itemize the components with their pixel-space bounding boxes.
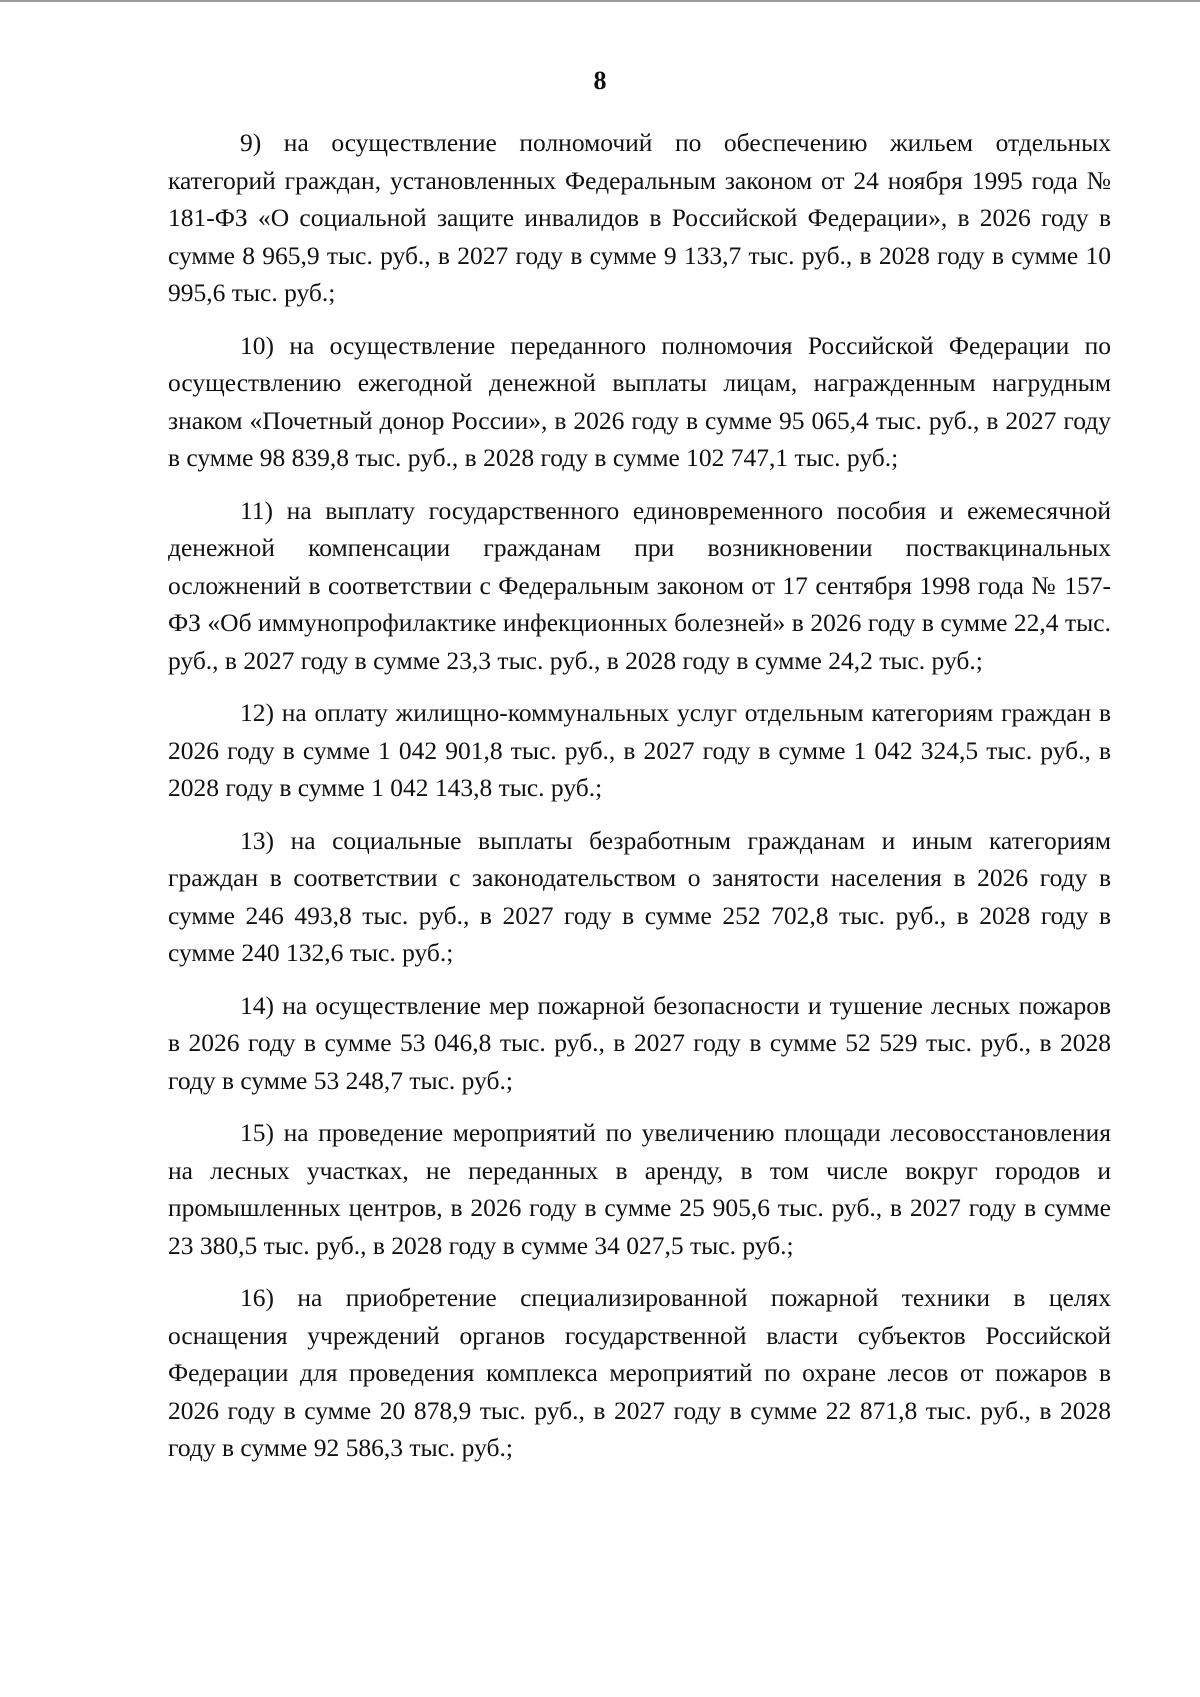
- document-body: [168, 124, 1111, 1482]
- paragraph-item-11: 11) на выплату государственного единовременного пособия и ежемесячной денежной компенсации гражданам при возникновении поствакцинальных осложнений в соответствии с Федеральным законом от 17 сентября 1998 года № 157-ФЗ «Об иммунопрофилактике инфекционных болезней» в 2026 году в сумме 22,4 тыс. руб., в 2027 году в сумме 23,3 тыс. руб., в 2028 году в сумме 24,2 тыс. руб.;: [168, 495, 1111, 675]
- scan-top-edge: [0, 0, 1200, 2]
- paragraph-item-10: 10) на осуществление переданного полномочия Российской Федерации по осуществлению ежегодной денежной выплаты лицам, награжденным нагрудным знаком «Почетный донор России», в 2026 году в сумме 95 065,4 тыс. руб., в 2027 году в сумме 98 839,8 тыс. руб., в 2028 году в сумме 102 747,1 тыс. руб.;: [168, 330, 1111, 472]
- paragraph-item-9: 9) на осуществление полномочий по обеспечению жильем отдельных категорий граждан, установленных Федеральным законом от 24 ноября 1995 года № 181-ФЗ «О социальной защите инвалидов в Российской Федерации», в 2026 году в сумме 8 965,9 тыс. руб., в 2027 году в сумме 9 133,7 тыс. руб., в 2028 году в сумме 10 995,6 тыс. руб.;: [168, 128, 1111, 307]
- paragraph-item-13: 13) на социальные выплаты безработным гражданам и иным категориям граждан в соответствии с законодательством о занятости населения в 2026 году в сумме 246 493,8 тыс. руб., в 2027 году в сумме 252 702,8 тыс. руб., в 2028 году в сумме 240 132,6 тыс. руб.;: [168, 825, 1111, 967]
- paragraph-item-15: 15) на проведение мероприятий по увеличению площади лесовосстановления на лесных участках, не переданных в аренду, в том числе вокруг городов и промышленных центров, в 2026 году в сумме 25 905,6 тыс. руб., в 2027 году в сумме 23 380,5 тыс. руб., в 2028 году в сумме 34 027,5 тыс. руб.;: [168, 1118, 1111, 1260]
- paragraph-item-12: 12) на оплату жилищно-коммунальных услуг отдельным категориям граждан в 2026 году в сумме 1 042 901,8 тыс. руб., в 2027 году в сумме 1 042 324,5 тыс. руб., в 2028 году в сумме 1 042 143,8 тыс. руб.;: [168, 698, 1111, 802]
- paragraph-item-16: 16) на приобретение специализированной пожарной техники в целях оснащения учреждений органов государственной власти субъектов Российской Федерации для проведения комплекса мероприятий по охране лесов от пожаров в 2026 году в сумме 20 878,9 тыс. руб., в 2027 году в сумме 22 871,8 тыс. руб., в 2028 году в сумме 92 586,3 тыс. руб.;: [168, 1283, 1111, 1462]
- paragraph-item-14: 14) на осуществление мер пожарной безопасности и тушение лесных пожаров в 2026 году в сумме 53 046,8 тыс. руб., в 2027 году в сумме 52 529 тыс. руб., в 2028 году в сумме 53 248,7 тыс. руб.;: [168, 990, 1111, 1095]
- page-number: 8: [593, 66, 607, 95]
